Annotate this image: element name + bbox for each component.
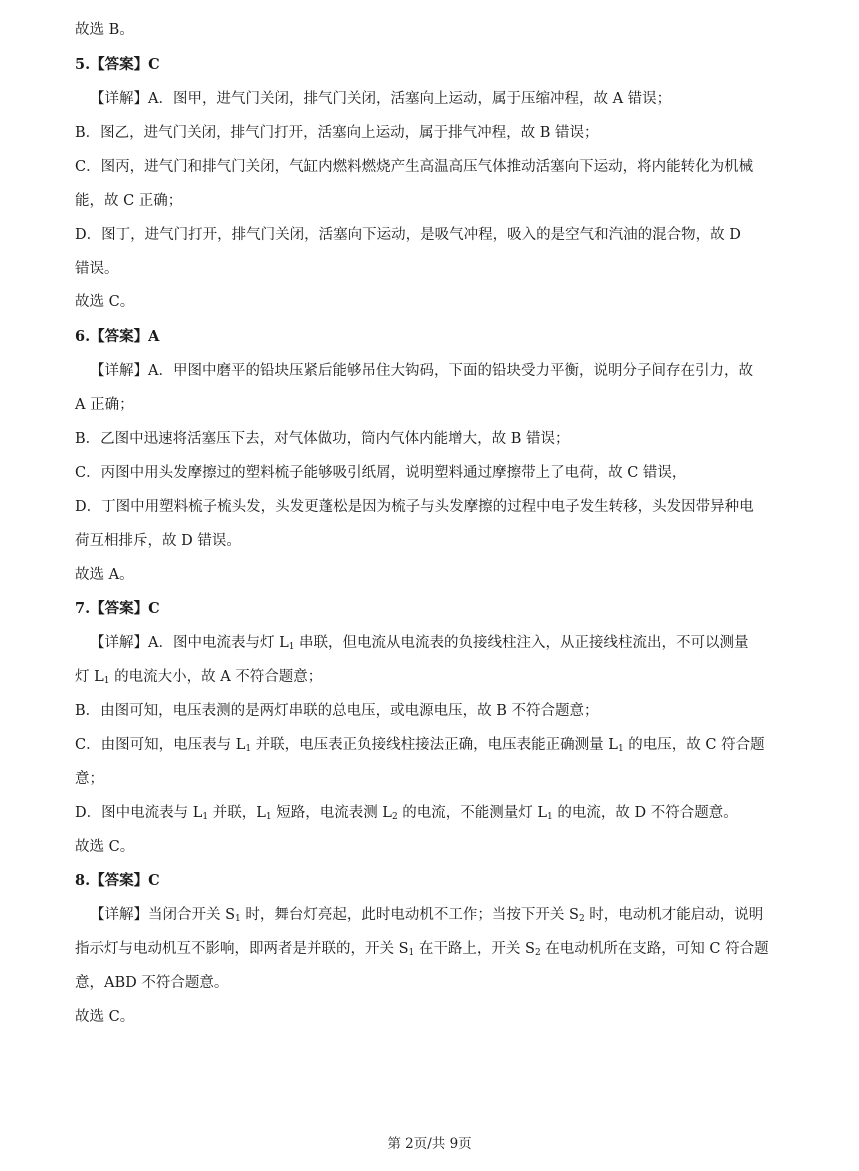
text-line: 指示灯与电动机互不影响，即两者是并联的，开关 $S_1$ 在干路上，开关 $S_2$ 在电动机所在支路，可知 C 符合题 [75,941,769,958]
text-line: B．图乙，进气门关闭，排气门打开，活塞向上运动，属于排气冲程，故 B 错误； [75,125,599,141]
text-line: C．图丙，进气门和排气门关闭，气缸内燃料燃烧产生高温高压气体推动活塞向下运动，将内能转化为机械 [75,159,754,175]
text-line: 故选 A。 [75,567,134,583]
text-line: 【详解】A．图甲，进气门关闭，排气门关闭，活塞向上运动，属于压缩冲程，故 A 错误； [90,91,672,107]
text-line: C．丙图中用头发摩擦过的塑料梳子能够吸引纸屑，说明塑料通过摩擦带上了电荷，故 C 错误， [75,465,687,481]
text-line: B．由图可知，电压表测的是两灯串联的总电压，或电源电压，故 B 不符合题意； [75,703,599,719]
answer-heading: 7.【答案】C [75,600,160,617]
text-line: D．图中电流表与 $L_1$ 并联，$L_1$ 短路，电流表测 $L_2$ 的电流，不能测量灯 $L_1$ 的电流，故 D 不符合题意。 [75,805,738,822]
text-line: 意； [75,771,104,787]
text-line: 故选 B。 [75,22,134,38]
text-line: D．丁图中用塑料梳子梳头发，头发更蓬松是因为梳子与头发摩擦的过程中电子发生转移，头发因带异种电 [75,499,754,515]
text-line: 能，故 C 正确； [75,193,183,209]
answer-heading: 6.【答案】A [75,328,160,345]
text-line: 错误。 [75,261,119,277]
text-line: 【详解】A．图中电流表与灯 $L_1$ 串联，但电流从电流表的负接线柱注入，从正接线柱流出，不可以测量 [90,635,749,652]
answer-heading: 8.【答案】C [75,872,160,889]
text-line: 【详解】A．甲图中磨平的铅块压紧后能够吊住大钩码，下面的铅块受力平衡，说明分子间存在引力，故 [90,363,753,379]
text-line: 灯 $L_1$ 的电流大小，故 A 不符合题意； [75,669,323,686]
text-line: 故选 C。 [75,839,135,855]
text-line: 意，ABD 不符合题意。 [75,975,229,991]
text-line: 故选 C。 [75,1009,135,1025]
text-line: D．图丁，进气门打开，排气门关闭，活塞向下运动，是吸气冲程，吸入的是空气和汽油的混合物，故 D [75,227,741,243]
text-line: 【详解】当闭合开关 $S_1$ 时，舞台灯亮起，此时电动机不工作；当按下开关 $S_2$ 时，电动机才能启动，说明 [90,907,764,924]
page-footer: 第 2页/共 9页 [387,1136,472,1152]
text-line: C．由图可知，电压表与 $L_1$ 并联，电压表正负接线柱接法正确，电压表能正确测量 $L_1$ 的电压，故 C 符合题 [75,737,765,754]
text-line: B．乙图中迅速将活塞压下去，对气体做功，筒内气体内能增大，故 B 错误； [75,431,570,447]
answer-heading: 5.【答案】C [75,56,160,73]
text-line: A 正确； [75,397,134,413]
text-line: 故选 C。 [75,294,135,310]
text-line: 荷互相排斥，故 D 错误。 [75,533,241,549]
